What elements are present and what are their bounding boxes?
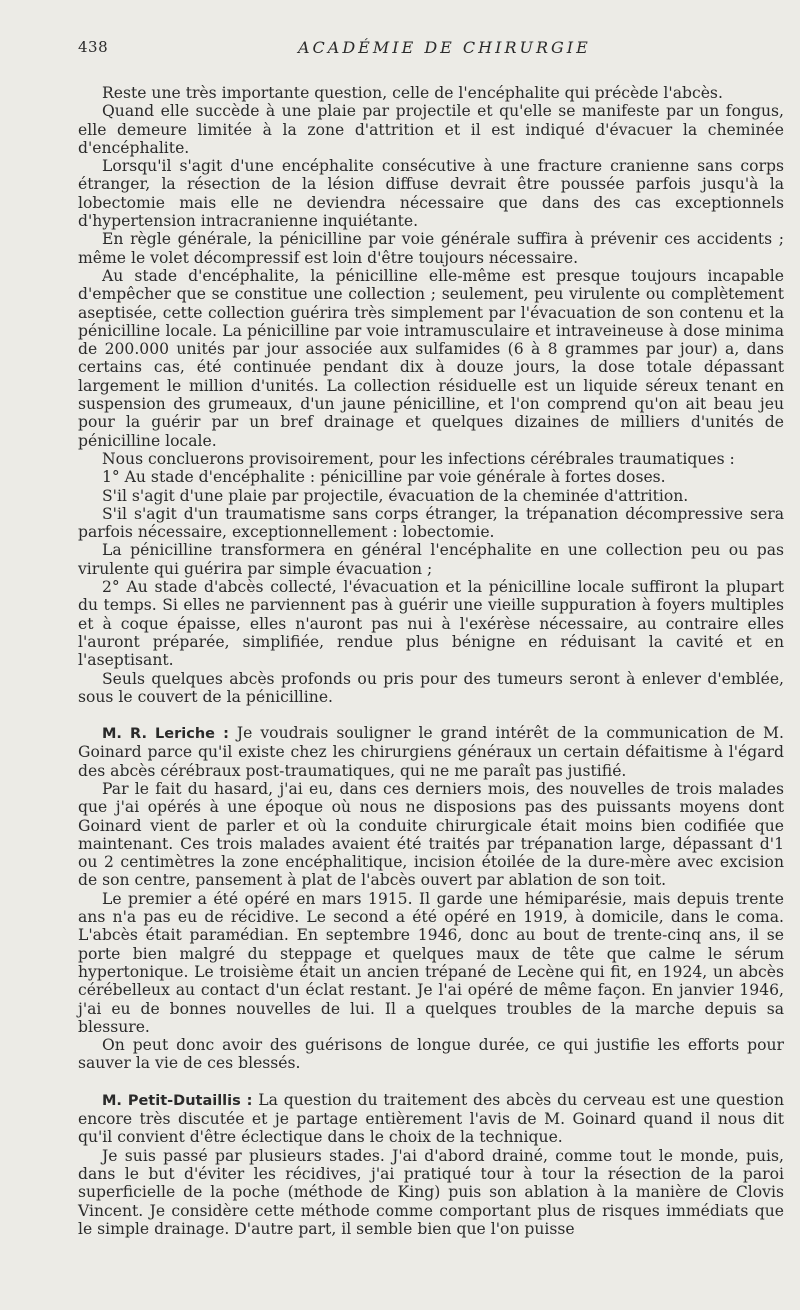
section-gap <box>78 706 784 724</box>
speaker-name: M. Petit-Dutaillis : <box>102 1092 253 1109</box>
paragraph: S'il s'agit d'un traumatisme sans corps étranger, la trépanation décompressive sera parfois nécessaire, exceptionnellement : lobectomie. <box>78 504 784 542</box>
paragraph: Seuls quelques abcès profonds ou pris pour des tumeurs seront à enlever d'emblée, sous le couvert de la pénicilline. <box>78 669 784 706</box>
paragraph: Reste une très importante question, celle de l'encéphalite qui précède l'abcès. <box>102 84 723 102</box>
paragraph: Nous concluerons provisoirement, pour les infections cérébrales traumatiques : <box>102 449 735 468</box>
paragraph: Lorsqu'il s'agit d'une encéphalite consécutive à une fracture cranienne sans corps étranger, la résection de la lésion diffuse devrait être poussée parfois jusqu'à la lobectomie mais elle ne deviendra nécessaire que dans des cas exceptionnels d'hypertension intracranienne inquiétante. <box>78 157 784 231</box>
discussion-paragraph <box>78 724 784 780</box>
discussion-paragraph <box>78 1091 784 1147</box>
paragraph: Je suis passé par plusieurs stades. J'ai d'abord drainé, comme tout le monde, puis, dans le but d'éviter les récidives, j'ai pratiqué tour à tour la résection de la paroi superficielle de la poche (méthode de King) puis son ablation à la manière de Clovis Vincent. Je considère cette méthode comme comportant plus de risques immédiats que le simple drainage. D'autre part, il semble bien que l'on puisse <box>78 1146 784 1238</box>
paragraph: La pénicilline transformera en général l'encéphalite en une collection peu ou pas virulente qui guérira par simple évacuation ; <box>78 541 784 578</box>
paragraph: Par le fait du hasard, j'ai eu, dans ces derniers mois, des nouvelles de trois malades que j'ai opérés à une époque où nous ne disposions pas des puissants moyens dont Goinard vient de parler et où la conduite chirurgicale était moins bien codifiée que maintenant. Ces trois malades avaient été traités par trépanation large, dépassant d'1 ou 2 centimètres la zone encéphalitique, incision étoilée de la dure-mère avec excision de son centre, pansement à plat de l'abcès ouvert par ablation de son toit. <box>78 779 784 890</box>
paragraph: S'il s'agit d'une plaie par projectile, évacuation de la cheminée d'attrition. <box>102 486 689 505</box>
speaker-text: Je voudrais souligner le grand intérêt de la communication de M. Goinard parce qu'il existe chez les chirurgiens généraux un certain défaitisme à l'égard des abcès cérébraux post-traumatiques, qui ne me paraît pas justifié. <box>78 724 784 780</box>
section-gap <box>78 1073 784 1091</box>
conclusion-item: 2° Au stade d'abcès collecté, l'évacuation et la pénicilline locale suffiront la plupart du temps. Si elles ne parviennent pas à guérir une vieille suppuration à foyers multiples et à coque épaisse, elles n'auront pas nui à l'exérèse nécessaire, au contraire elles l'auront préparée, simplifiée, rendue plus bénigne en réduisant la cavité et en l'aseptisant. <box>78 578 784 670</box>
paragraph: On peut donc avoir des guérisons de longue durée, ce qui justifie les efforts pour sauver la vie de ces blessés. <box>78 1036 784 1073</box>
paragraph: Quand elle succède à une plaie par projectile et qu'elle se manifeste par un fongus, elle demeure limitée à la zone d'attrition et il est indiqué d'évacuer la cheminée d'encéphalite. <box>78 102 784 157</box>
page-header <box>78 38 784 62</box>
speaker-name: M. R. Leriche : <box>102 726 229 743</box>
conclusion-item: 1° Au stade d'encéphalite : pénicilline par voie générale à fortes doses. <box>102 468 666 487</box>
running-title: ACADÉMIE DE CHIRURGIE <box>298 38 591 57</box>
page-number: 438 <box>78 38 109 56</box>
paragraph: Au stade d'encéphalite, la pénicilline elle-même est presque toujours incapable d'empêcher que se constitue une collection ; seulement, peu virulente ou complètement aseptisée, cette collection guérira très simplement par l'évacuation de son contenu et la pénicilline locale. La pénicilline par voie intramusculaire et intraveineuse à dose minima de 200.000 unités par jour associée aux sulfamides (6 à 8 grammes par jour) a, dans certains cas, été continuée pendant dix à douze jours, la dose totale dépassant largement le million d'unités. La collection résiduelle est un liquide séreux tenant en suspension des grumeaux, d'un jaune pénicilline, et l'on comprend qu'on ait beau jeu pour la guérir par un bref drainage et quelques dizaines de milliers d'unités de pénicilline locale. <box>78 266 784 450</box>
paragraph: Le premier a été opéré en mars 1915. Il garde une hémiparésie, mais depuis trente ans n'a pas eu de récidive. Le second a été opéré en 1919, à domicile, dans le coma. L'abcès était paramédian. En septembre 1946, donc au bout de trente-cinq ans, il se porte bien malgré du steppage et quelques maux de tête que calme le sérum hypertonique. Le troisième était un ancien trépané de Lecène qui fit, en 1924, un abcès cérébelleux au contact d'un éclat restant. Je l'ai opéré de même façon. En janvier 1946, j'ai eu de bonnes nouvelles de lui. Il a quelques troubles de la marche depuis sa blessure. <box>78 889 784 1036</box>
paragraph: En règle générale, la pénicilline par voie générale suffira à prévenir ces accidents ; même le volet décompressif est loin d'être toujours nécessaire. <box>78 230 784 267</box>
article-body <box>78 84 784 1238</box>
speaker-text: La question du traitement des abcès du cerveau est une question encore très discutée et je partage entièrement l'avis de M. Goinard quand il nous dit qu'il convient d'être éclectique dans le choix de la technique. <box>78 1090 784 1147</box>
